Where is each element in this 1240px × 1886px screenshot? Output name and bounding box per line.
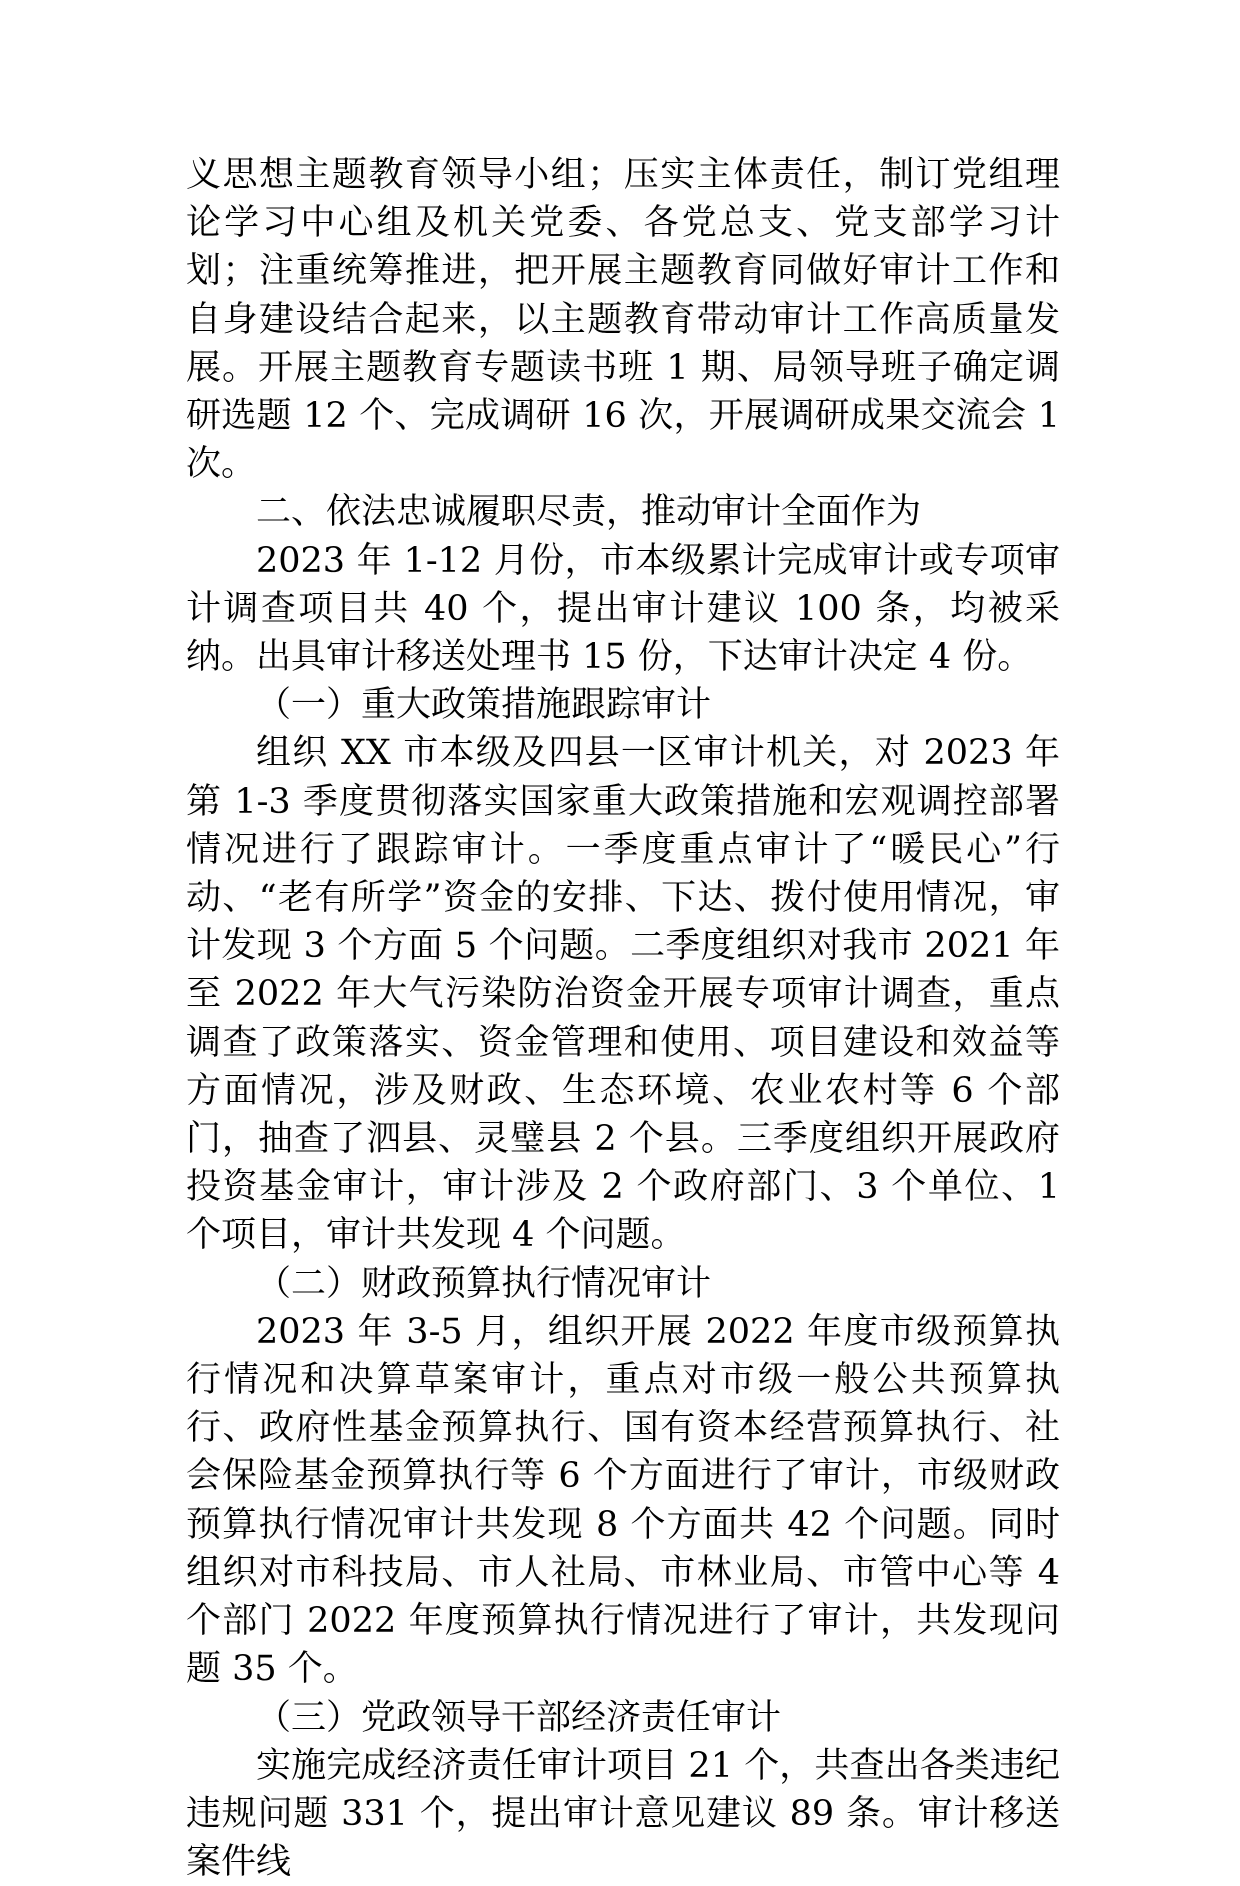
section-heading-2: 二、依法忠诚履职尽责，推动审计全面作为 bbox=[256, 492, 922, 533]
subheading-economic-responsibility: （三）党政领导干部经济责任审计 bbox=[256, 1697, 782, 1738]
subheading-policy-tracking: （一）重大政策措施跟踪审计 bbox=[256, 685, 712, 726]
paragraph-budget-execution: 2023 年 3-5 月，组织开展 2022 年度市级预算执行情况和决算草案审计，重点对市级一般公共预算执行、政府性基金预算执行、国有资本经营预算执行、社会保险基金预算执行等 6 个方面进行了审计，市级财政预算执行情况审计共发现 8 个方面共 42 个问题。同时组织对市科技局、市人社局、市林业局、市管中心等 4 个部门 2022 年度预算执行情况进行了审计，共发现问题 35 个。 bbox=[186, 1311, 1060, 1690]
paragraph-theme-education: 义思想主题教育领导小组；压实主体责任，制订党组理论学习中心组及机关党委、各党总支、党支部学习计划；注重统筹推进，把开展主题教育同做好审计工作和自身建设结合起来，以主题教育带动审计工作高质量发展。开展主题教育专题读书班 1 期、局领导班子确定调研选题 12 个、完成调研 16 次，开展调研成果交流会 1 次。 bbox=[186, 155, 1060, 485]
paragraph-audit-summary: 2023 年 1-12 月份，市本级累计完成审计或专项审计调查项目共 40 个，提出审计建议 100 条，均被采纳。出具审计移送处理书 15 份，下达审计决定 4 份。 bbox=[186, 540, 1060, 678]
paragraph-economic-responsibility: 实施完成经济责任审计项目 21 个，共查出各类违纪违规问题 331 个，提出审计意见建议 89 条。审计移送案件线 bbox=[186, 1745, 1060, 1883]
subheading-budget-execution: （二）财政预算执行情况审计 bbox=[256, 1263, 712, 1304]
document-body bbox=[186, 151, 1060, 1886]
paragraph-policy-tracking: 组织 XX 市本级及四县一区审计机关，对 2023 年第 1-3 季度贯彻落实国家重大政策措施和宏观调控部署情况进行了跟踪审计。一季度重点审计了“暖民心”行动、“老有所学”资金的安排、下达、拨付使用情况，审计发现 3 个方面 5 个问题。二季度组织对我市 2021 年至 2022 年大气污染防治资金开展专项审计调查，重点调查了政策落实、资金管理和使用、项目建设和效益等方面情况，涉及财政、生态环境、农业农村等 6 个部门，抽查了泗县、灵璧县 2 个县。三季度组织开展政府投资基金审计，审计涉及 2 个政府部门、3 个单位、1 个项目，审计共发现 4 个问题。 bbox=[186, 733, 1060, 1256]
